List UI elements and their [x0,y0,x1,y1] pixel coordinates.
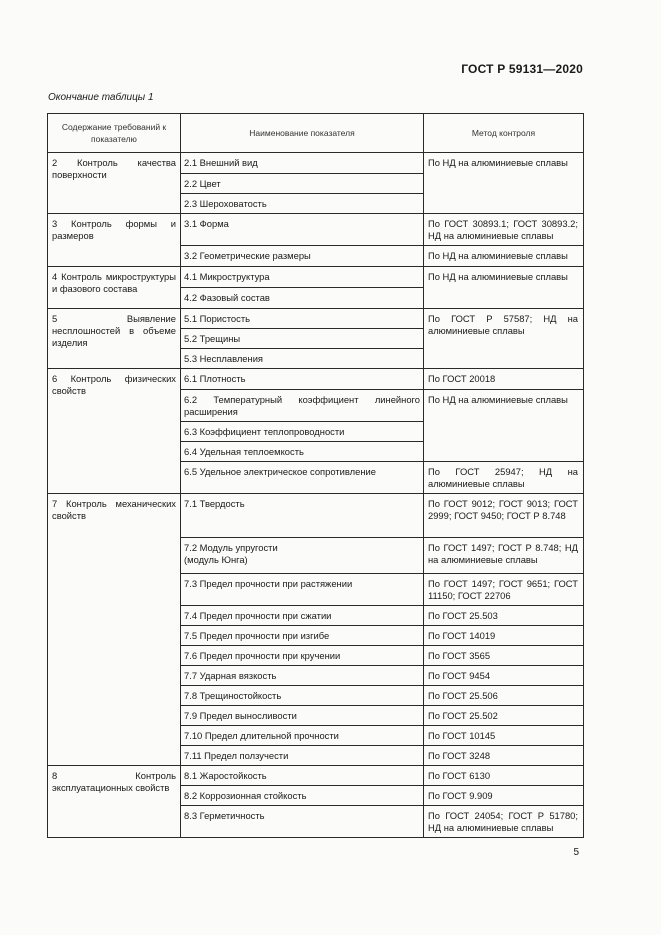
column-header-method: Метод контроля [424,114,584,153]
indicator-cell: 8.2 Коррозионная стойкость [181,786,424,806]
group-label: 7 Контроль механических свойств [48,494,181,766]
table-row [48,766,584,786]
indicator-cell: 7.8 Трещиностойкость [181,686,424,706]
table-row [48,267,584,288]
indicator-cell: 7.3 Предел прочности при растяжении [181,574,424,606]
method-cell: По НД на алюминиевые сплавы [424,390,584,462]
indicator-cell: 7.10 Предел длительной прочности [181,726,424,746]
indicator-cell: 7.6 Предел прочности при кручении [181,646,424,666]
method-cell: По ГОСТ 25947; НД на алюминиевые сплавы [424,462,584,494]
indicator-cell: 6.1 Плотность [181,369,424,390]
column-header-requirements: Содержание требований к показателю [48,114,181,153]
indicator-cell: 7.7 Ударная вязкость [181,666,424,686]
table-row [48,214,584,246]
indicator-cell: 8.1 Жаростойкость [181,766,424,786]
indicator-cell: 2.1 Внешний вид [181,153,424,174]
method-cell: По ГОСТ 6130 [424,766,584,786]
method-cell: По ГОСТ 9454 [424,666,584,686]
indicator-cell: 7.4 Предел прочности при сжатии [181,606,424,626]
column-header-indicator: Наименование показателя [181,114,424,153]
method-cell: По ГОСТ 3248 [424,746,584,766]
method-cell: По ГОСТ 10145 [424,726,584,746]
document-id: ГОСТ Р 59131—2020 [461,62,583,76]
method-cell: По ГОСТ Р 57587; НД на алюминиевые сплавы [424,309,584,369]
method-cell: По ГОСТ 9012; ГОСТ 9013; ГОСТ 2999; ГОСТ 9450; ГОСТ Р 8.748 [424,494,584,538]
indicator-cell: 4.2 Фазовый состав [181,288,424,309]
group-label: 6 Контроль физических свойств [48,369,181,494]
indicator-cell: 2.2 Цвет [181,174,424,194]
group-label: 3 Контроль формы и размеров [48,214,181,267]
table-row [48,153,584,174]
indicator-text: 7.2 Модуль упругости (модуль Юнга) [184,542,278,565]
method-cell: По ГОСТ 9.909 [424,786,584,806]
group-label: 4 Контроль микроструктуры и фазового состава [48,267,181,309]
method-cell: По ГОСТ 20018 [424,369,584,390]
method-cell: По ГОСТ 30893.1; ГОСТ 30893.2; НД на алюминиевые сплавы [424,214,584,246]
page-number: 5 [573,847,579,858]
table-caption: Окончание таблицы 1 [48,92,154,103]
indicator-cell: 3.2 Геометрические размеры [181,246,424,267]
indicator-cell: 5.2 Трещины [181,329,424,349]
indicator-cell: 3.1 Форма [181,214,424,246]
indicator-cell: 7.1 Твердость [181,494,424,538]
indicator-cell: 7.9 Предел выносливости [181,706,424,726]
indicator-cell: 5.1 Пористость [181,309,424,329]
table-row [48,369,584,390]
table-row [48,309,584,329]
method-cell: По ГОСТ 25.506 [424,686,584,706]
indicator-cell: 8.3 Герметичность [181,806,424,838]
indicator-cell: 6.4 Удельная теплоемкость [181,442,424,462]
group-label: 8 Контроль эксплуатационных свойств [48,766,181,838]
indicator-cell: 7.5 Предел прочности при изгибе [181,626,424,646]
method-cell: По НД на алюминиевые сплавы [424,246,584,267]
indicator-cell: 7.11 Предел ползучести [181,746,424,766]
indicator-cell: 6.2 Температурный коэффициент линейного расширения [181,390,424,422]
method-cell: По ГОСТ 25.502 [424,706,584,726]
indicator-cell [181,538,424,574]
table-row [48,494,584,538]
group-label: 5 Выявление несплошностей в объеме изделия [48,309,181,369]
group-label: 2 Контроль качества поверхности [48,153,181,214]
method-cell: По ГОСТ 1497; ГОСТ Р 8.748; НД на алюминиевые сплавы [424,538,584,574]
indicator-cell: 5.3 Несплавления [181,349,424,369]
method-cell: По ГОСТ 3565 [424,646,584,666]
method-cell: По ГОСТ 14019 [424,626,584,646]
indicator-cell: 4.1 Микроструктура [181,267,424,288]
requirements-table [47,113,584,838]
method-cell: По НД на алюминиевые сплавы [424,267,584,309]
method-cell: По НД на алюминиевые сплавы [424,153,584,214]
table-header-row [48,114,584,153]
indicator-cell: 6.3 Коэффициент теплопроводности [181,422,424,442]
method-cell: По ГОСТ 24054; ГОСТ Р 51780; НД на алюминиевые сплавы [424,806,584,838]
indicator-cell: 2.3 Шероховатость [181,194,424,214]
method-cell: По ГОСТ 1497; ГОСТ 9651; ГОСТ 11150; ГОСТ 22706 [424,574,584,606]
method-cell: По ГОСТ 25.503 [424,606,584,626]
indicator-cell: 6.5 Удельное электрическое сопротивление [181,462,424,494]
